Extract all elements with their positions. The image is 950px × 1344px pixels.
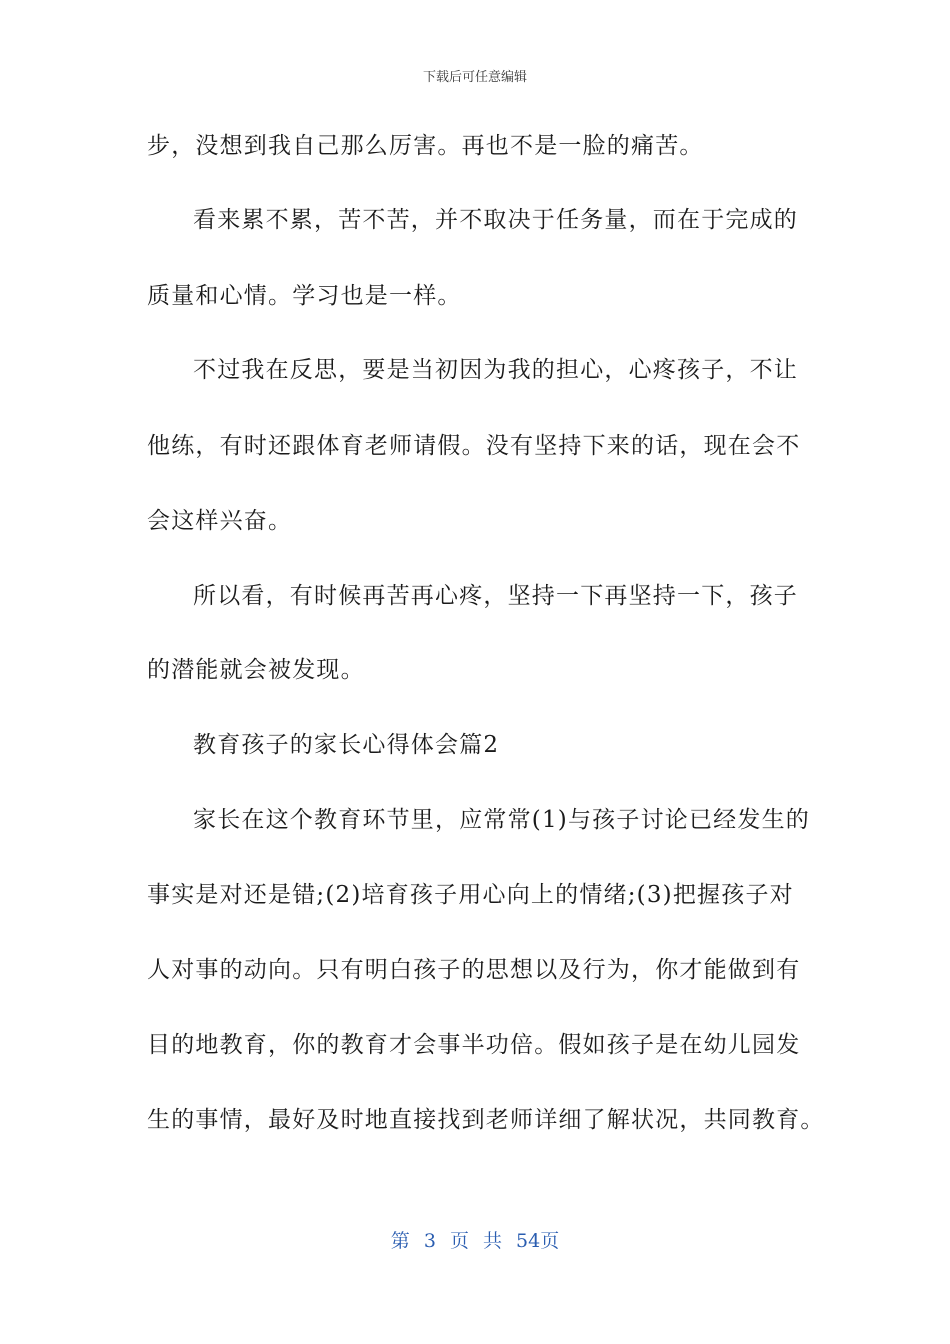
- text-line: 事实是对还是错;(2)培育孩子用心向上的情绪;(3)把握孩子对: [147, 882, 794, 908]
- text-line: 会这样兴奋。: [147, 508, 293, 534]
- text-line: 不过我在反思，要是当初因为我的担心，心疼孩子，不让: [193, 357, 798, 383]
- text-line: 的潜能就会被发现。: [147, 657, 365, 683]
- text-line: 质量和心情。学习也是一样。: [147, 283, 462, 309]
- text-line: 所以看，有时候再苦再心疼，坚持一下再坚持一下，孩子: [193, 583, 798, 609]
- text-line: 家长在这个教育环节里，应常常(1)与孩子讨论已经发生的: [193, 807, 810, 833]
- text-line: 人对事的动向。只有明白孩子的思想以及行为，你才能做到有: [147, 957, 801, 983]
- text-line: 步，没想到我自己那么厉害。再也不是一脸的痛苦。: [147, 133, 704, 159]
- text-line: 目的地教育，你的教育才会事半功倍。假如孩子是在幼儿园发: [147, 1032, 801, 1058]
- text-line: 生的事情，最好及时地直接找到老师详细了解状况，共同教育。: [147, 1107, 825, 1133]
- section-heading: 教育孩子的家长心得体会篇2: [193, 732, 500, 758]
- page-number-footer: 第 3 页 共 54页: [390, 1230, 560, 1252]
- text-line: 他练，有时还跟体育老师请假。没有坚持下来的话，现在会不: [147, 433, 801, 459]
- page-header: 下载后可任意编辑: [422, 70, 527, 85]
- text-line: 看来累不累，苦不苦，并不取决于任务量，而在于完成的: [193, 207, 798, 233]
